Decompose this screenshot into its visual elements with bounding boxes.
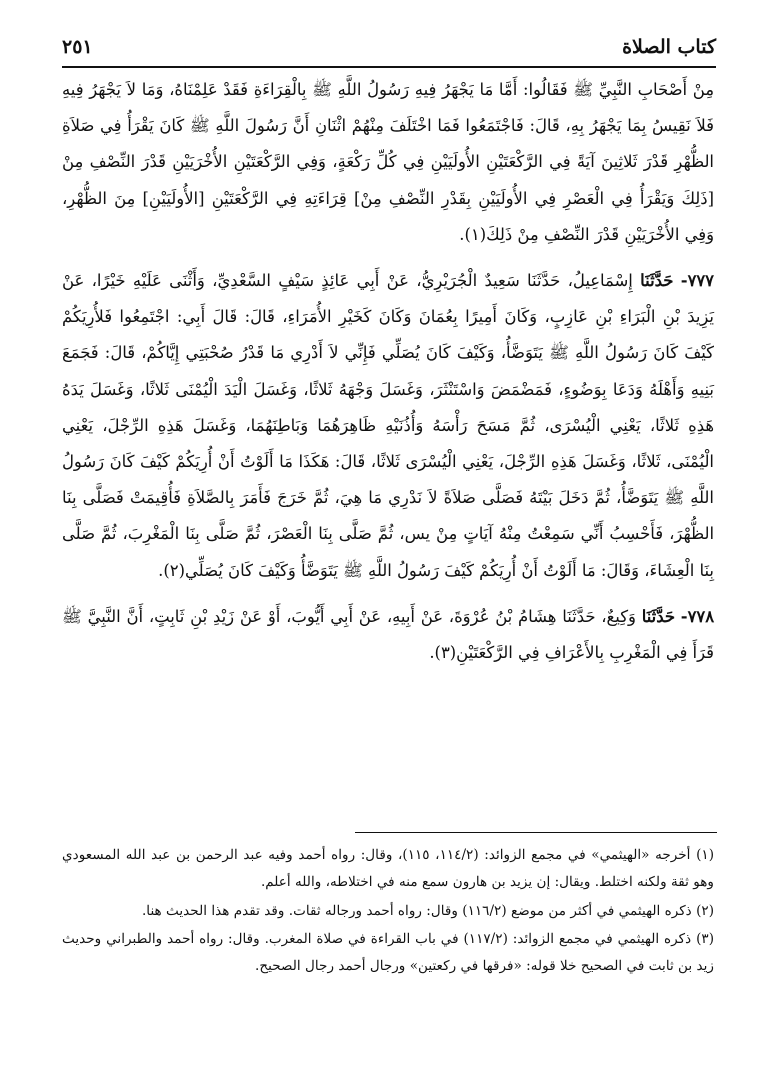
- hadith-777: [62, 263, 714, 589]
- hadith-opening: حَدَّثَنَا: [641, 606, 675, 626]
- footnote-text: أخرجه «الهيثمي» في مجمع الزوائد: (١١٤/٢، ١١٥)، وقال: رواه أحمد وفيه عبد الرحمن بن عبد الله المسعودي وهو ثقة ولكنه اختلط. ويقال: إن يزيد بن هارون سمع منه في اختلاطه، والله أعلم.: [62, 847, 714, 890]
- header-rule: [62, 66, 716, 68]
- footnote-separator: [355, 832, 717, 833]
- hadith-number: ٧٧٧-: [680, 271, 714, 291]
- footnote-number: (٢): [696, 902, 714, 919]
- footnote-number: (٣): [696, 931, 714, 948]
- page-number: ٢٥١: [62, 36, 93, 58]
- page-header: [62, 30, 716, 64]
- hadith-number: ٧٧٨-: [680, 606, 715, 626]
- main-text: [62, 72, 714, 671]
- hadith-778: [62, 599, 714, 671]
- footnote-1: [62, 842, 714, 896]
- footnote-2: [62, 898, 714, 925]
- hadith-text: إِسْمَاعِيلُ، حَدَّثَنَا سَعِيدٌ الْجُرَيْرِيُّ، عَنْ أَبِي عَائِذٍ سَيْفٍ السَّعْدِيِّ، وَأَثْنَى عَلَيْهِ خَيْرًا، عَنْ يَزِيدَ بْنِ الْبَرَاءِ بْنِ عَازِبٍ، وَكَانَ أَمِيرًا بِعُمَانَ وَكَانَ كَخَيْرِ الأُمَرَاءِ، قَالَ: قَالَ أَبِي: اجْتَمِعُوا فَلأُرِيَكُمْ كَيْفَ كَانَ رَسُولُ اللَّهِ ﷺ يَتَوَضَّأُ، وَكَيْفَ كَانَ يُصَلِّي فَإِنِّي لاَ أَدْرِي مَا قَدْرُ صُحْبَتِي إِيَّاكُمْ، قَالَ: فَجَمَعَ بَنِيهِ وَأَهْلَهُ وَدَعَا بِوَضُوءٍ، فَمَضْمَضَ وَاسْتَنْثَرَ، وَغَسَلَ وَجْهَهُ ثَلاثًا، وَغَسَلَ الْيَدَ الْيُمْنَى ثَلاثًا، وَغَسَلَ يَدَهُ هَذِهِ ثَلاثًا، يَعْنِي الْيُسْرَى، ثُمَّ مَسَحَ رَأْسَهُ وَأُذُنَيْهِ ظَاهِرَهُمَا وَبَاطِنَهُمَا، وَغَسَلَ هَذِهِ الرِّجْلَ، يَعْنِي الْيُمْنَى، ثَلاثًا، وَغَسَلَ هَذِهِ الرِّجْلَ، يَعْنِي الْيُسْرَى ثَلاثًا، قَالَ: هَكَذَا مَا أَلَوْتُ أَنْ أُرِيَكُمْ كَيْفَ كَانَ رَسُولُ اللَّهِ ﷺ يَتَوَضَّأُ، ثُمَّ دَخَلَ بَيْتَهُ فَصَلَّى صَلاَةً لاَ نَدْرِي مَا هِيَ، ثُمَّ خَرَجَ فَأَمَرَ بِالصَّلاَةِ فَأُقِيمَتْ فَصَلَّى بِنَا الظُّهْرَ، فَأَحْسِبُ أَنِّي سَمِعْتُ مِنْهُ آيَاتٍ مِنْ يس، ثُمَّ صَلَّى بِنَا الْعَصْرَ، ثُمَّ صَلَّى بِنَا الْمَغْرِبَ، ثُمَّ صَلَّى بِنَا الْعِشَاءَ، وَقَالَ: مَا أَلَوْتُ أَنْ أُرِيَكُمْ كَيْفَ رَسُولُ اللَّهِ ﷺ يَتَوَضَّأُ وَكَيْفَ كَانَ يُصَلِّي(٢).: [62, 271, 714, 580]
- footnote-3: [62, 926, 714, 980]
- footnote-number: (١): [696, 847, 714, 863]
- hadith-opening: حَدَّثَنَا: [640, 271, 674, 291]
- footnote-text: ذكره الهيثمي في مجمع الزوائد: (١١٧/٢) في باب القراءة في صلاة المغرب. وقال: رواه أحمد والطبراني وحديث زيد بن ثابت في الصحيح خلا قوله: «فرقها في ركعتين» ورجال أحمد رجال الصحيح.: [62, 931, 714, 975]
- footnote-text: ذكره الهيثمي في أكثر من موضع (١١٦/٢) وقال: رواه أحمد ورجاله ثقات. وقد تقدم هذا الحديث هنا.: [141, 902, 692, 919]
- footnotes: [62, 842, 714, 982]
- hadith-text: وَكِيعٌ، حَدَّثَنَا هِشَامُ بْنُ عُرْوَةَ، عَنْ أَبِيهِ، عَنْ أَبِي أَيُّوبَ، أَوْ عَنْ زَيْدِ بْنِ ثَابِتٍ، أَنَّ النَّبِيَّ ﷺ قَرَأَ فِي الْمَغْرِبِ بِالأَعْرَافِ فِي الرَّكْعَتَيْنِ(٣).: [62, 606, 714, 663]
- intro-paragraph: مِنْ أَصْحَابِ النَّبِيِّ ﷺ فَقَالُوا: أَمَّا مَا يَجْهَرُ فِيهِ رَسُولُ اللَّهِ ﷺ بِالْقِرَاءَةِ فَقَدْ عَلِمْنَاهُ، وَمَا لاَ يَجْهَرُ فِيهِ فَلاَ نَقِيسُ بِمَا يَجْهَرُ بِهِ، قَالَ: فَاجْتَمَعُوا فَمَا اخْتَلَفَ مِنْهُمْ اثْنَانِ أَنَّ رَسُولَ اللَّهِ ﷺ كَانَ يَقْرَأُ فِي صَلاَةِ الظُّهْرِ قَدْرَ ثَلاثِينَ آيَةً فِي الرَّكْعَتَيْنِ الأُولَيَيْنِ فِي كُلِّ رَكْعَةٍ، وَفِي الرَّكْعَتَيْنِ الأُخْرَيَيْنِ قَدْرَ النِّصْفِ مِنْ [ذَلِكَ وَيَقْرَأُ فِي الْعَصْرِ فِي الأُولَيَيْنِ بِقَدْرِ النِّصْفِ مِنْ] قِرَاءَتِهِ فِي الرَّكْعَتَيْنِ [الأُولَيَيْنِ] مِنَ الظُّهْرِ، وَفِي الأُخْرَيَيْنِ قَدْرَ النِّصْفِ مِنْ ذَلِكَ(١).: [62, 80, 714, 244]
- chapter-title: كتاب الصلاة: [622, 36, 716, 58]
